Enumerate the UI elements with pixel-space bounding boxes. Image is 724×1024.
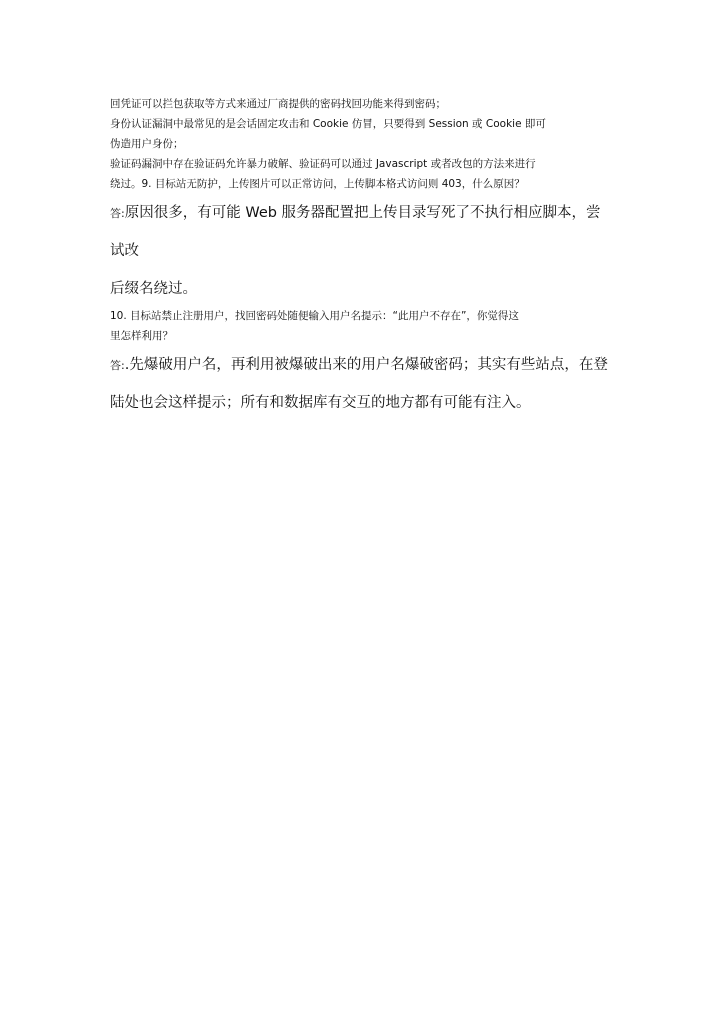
answer-9-line-3: 后缀名绕过。 [110, 281, 197, 297]
document-body [110, 94, 610, 418]
answer-10-line-1 [110, 350, 610, 380]
question-10-line-2: 里怎样利用？ [110, 330, 173, 342]
answer-prefix: 答: [110, 207, 125, 220]
answer-9-line-1 [110, 198, 610, 228]
text-line: 身份认证漏洞中最常见的是会话固定攻击和 Cookie 仿冒，只要得到 Session 或 Cookie 即可 [110, 118, 546, 130]
answer-text: .先爆破用户名，再利用被爆破出来的用户名爆破密码；其实有些站点，在登 [124, 357, 608, 373]
answer-9-line-2: 试改 [110, 243, 139, 259]
answer-10-line-2: 陆处也会这样提示；所有和数据库有交互的地方都有可能有注入。 [110, 395, 531, 411]
answer-prefix: 答: [110, 359, 125, 372]
question-10-line-1: 10. 目标站禁止注册用户，找回密码处随便输入用户名提示：“此用户不存在”，你觉得这 [110, 310, 519, 322]
text-line: 验证码漏洞中存在验证码允许暴力破解、验证码可以通过 Javascript 或者改包的方法来进行 [110, 158, 536, 170]
text-line: 伪造用户身份； [110, 138, 184, 150]
answer-text: 原因很多，有可能 Web 服务器配置把上传目录写死了不执行相应脚本，尝 [124, 205, 601, 221]
text-line: 回凭证可以拦包获取等方式来通过厂商提供的密码找回功能来得到密码； [110, 98, 446, 110]
text-line: 绕过。9. 目标站无防护，上传图片可以正常访问，上传脚本格式访问则 403，什么原因？ [110, 178, 525, 190]
